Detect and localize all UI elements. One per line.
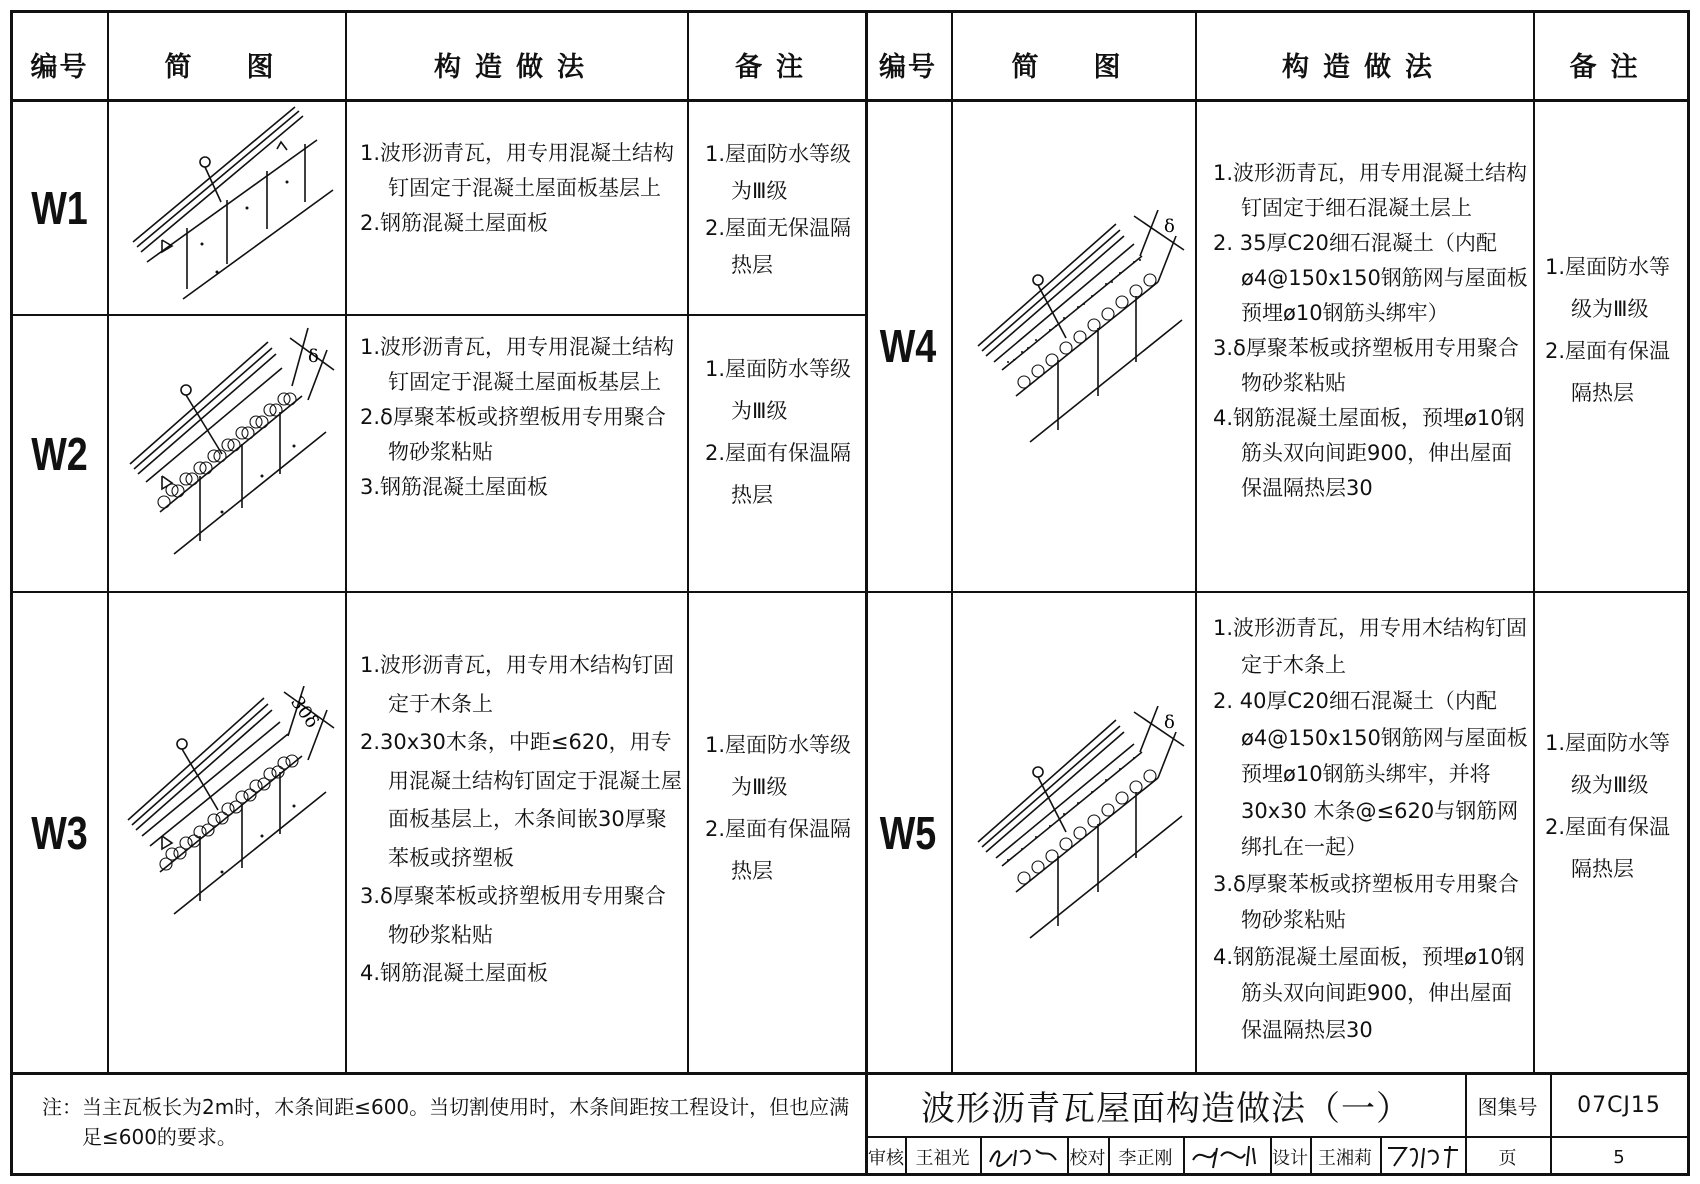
method-item: 3.δ厚聚苯板或挤塑板用专用聚合物砂浆粘贴 — [360, 884, 666, 947]
remark-item: 1.屋面防水等级为Ⅲ级 — [1545, 731, 1671, 797]
grid-line — [107, 12, 109, 1074]
atlas-label: 图集号 — [1477, 1094, 1538, 1119]
row-rule — [12, 591, 1688, 593]
header-sketch: 简 图 — [164, 51, 288, 83]
remark-item: 1.屋面防水等级为Ⅲ级 — [705, 733, 852, 799]
method-w1 — [360, 136, 680, 241]
dim-label: δ — [308, 346, 319, 367]
designer-signature — [1384, 1140, 1464, 1172]
atlas-number: 07CJ15 — [1577, 1092, 1661, 1118]
method-item: 4.钢筋混凝土屋面板 — [360, 961, 549, 985]
method-w2 — [360, 330, 682, 505]
remark-item: 2.屋面有保温隔热层 — [1545, 339, 1671, 405]
remark-item: 2.屋面有保温隔热层 — [705, 817, 852, 883]
method-item: 2. 40厚C20细石混凝土（内配ø4@150x150钢筋网与屋面板预埋ø10钢筋头绑牢，并将30x30 木条@≤620与钢筋网绑扎在一起） — [1213, 689, 1528, 859]
title-block-line — [1380, 1136, 1382, 1176]
method-item: 2.δ厚聚苯板或挤塑板用专用聚合物砂浆粘贴 — [360, 405, 666, 464]
header-code-right: 编号 — [879, 51, 937, 83]
design-label: 设计 — [1272, 1148, 1308, 1169]
title-block-line — [1183, 1136, 1185, 1176]
method-w4 — [1213, 156, 1529, 506]
checker-signature — [1187, 1140, 1267, 1172]
method-item: 4.钢筋混凝土屋面板，预埋ø10钢筋头双向间距900，伸出屋面保温隔热层30 — [1213, 944, 1525, 1042]
grid-line — [345, 12, 347, 1074]
page-number: 5 — [1613, 1146, 1625, 1168]
method-item: 3.钢筋混凝土屋面板 — [360, 475, 549, 499]
method-item: 2.钢筋混凝土屋面板 — [360, 211, 549, 235]
method-item: 3.δ厚聚苯板或挤塑板用专用聚合物砂浆粘贴 — [1213, 336, 1519, 395]
row-code-w3: W3 — [31, 806, 88, 859]
drawing-title: 波形沥青瓦屋面构造做法（一） — [921, 1088, 1411, 1129]
grid-line — [1195, 12, 1197, 1074]
remark-item: 2.屋面无保温隔热层 — [705, 216, 852, 277]
review-label: 审核 — [868, 1148, 904, 1169]
method-item: 1.波形沥青瓦，用专用混凝土结构钉固定于混凝土屋面板基层上 — [360, 141, 675, 200]
remark-item: 1.屋面防水等级为Ⅲ级 — [705, 357, 852, 423]
header-remark-right: 备注 — [1569, 51, 1652, 83]
title-block-line — [980, 1136, 982, 1176]
remark-item: 2.屋面有保温隔热层 — [1545, 815, 1671, 881]
row-code-w4: W4 — [879, 320, 937, 372]
method-w5 — [1213, 610, 1529, 1048]
center-divider — [865, 12, 868, 1176]
remark-w1 — [705, 136, 861, 284]
method-item: 4.钢筋混凝土屋面板，预埋ø10钢筋头双向间距900，伸出屋面保温隔热层30 — [1213, 406, 1525, 500]
dim-label: δ — [1164, 216, 1175, 237]
method-item: 1.波形沥青瓦，用专用木结构钉固定于木条上 — [360, 653, 675, 716]
remark-w3 — [705, 724, 861, 892]
sketch-w5 — [958, 706, 1190, 946]
row-code-w2: W2 — [31, 427, 88, 480]
row-code-w1: W1 — [31, 181, 88, 234]
method-item: 1.波形沥青瓦，用专用混凝土结构钉固定于细石混凝土层上 — [1213, 161, 1528, 220]
reviewer-name: 王祖光 — [915, 1148, 970, 1169]
sketch-w3 — [112, 686, 340, 944]
sketch-w2 — [112, 326, 340, 584]
remark-item: 1.屋面防水等级为Ⅲ级 — [1545, 255, 1671, 321]
header-method-right: 构造做法 — [1282, 51, 1446, 83]
sketch-w1 — [117, 104, 335, 309]
header-code: 编号 — [30, 51, 89, 83]
row-code-w5: W5 — [879, 806, 937, 859]
dim-label: 30δ — [286, 692, 323, 733]
method-item: 2.30x30木条，中距≤620，用专用混凝土结构钉固定于混凝土屋面板基层上，木条间嵌30厚聚苯板或挤塑板 — [360, 730, 682, 870]
header-sketch-right: 简 图 — [1011, 51, 1135, 83]
method-item: 3.δ厚聚苯板或挤塑板用专用聚合物砂浆粘贴 — [1213, 871, 1519, 932]
remark-item: 1.屋面防水等级为Ⅲ级 — [705, 142, 852, 203]
check-label: 校对 — [1069, 1148, 1106, 1169]
method-item: 1.波形沥青瓦，用专用木结构钉固定于木条上 — [1213, 616, 1528, 677]
grid-line — [687, 12, 689, 1074]
sketch-w4 — [958, 210, 1190, 450]
remark-w5 — [1545, 722, 1685, 890]
remark-item: 2.屋面有保温隔热层 — [705, 441, 852, 507]
checker-name: 李正刚 — [1118, 1148, 1173, 1169]
header-remark: 备注 — [735, 51, 817, 83]
row-rule — [12, 314, 865, 316]
footnote: 注：当主瓦板长为2m时，木条间距≤600。当切割使用时，木条间距按工程设计，但也应满足≤600的要求。 — [42, 1095, 850, 1149]
grid-line — [951, 12, 953, 1074]
reviewer-signature — [984, 1140, 1064, 1172]
page-label: 页 — [1498, 1148, 1517, 1169]
designer-name: 王湘莉 — [1318, 1148, 1372, 1169]
dim-label: δ — [1164, 712, 1175, 733]
remark-w4 — [1545, 246, 1685, 414]
method-w3 — [360, 646, 682, 993]
header-method: 构造做法 — [434, 51, 598, 83]
method-item: 2. 35厚C20细石混凝土（内配ø4@150x150钢筋网与屋面板预埋ø10钢筋头绑牢） — [1213, 231, 1528, 325]
remark-w2 — [705, 348, 861, 516]
method-item: 1.波形沥青瓦，用专用混凝土结构钉固定于混凝土屋面板基层上 — [360, 335, 675, 394]
grid-line — [1533, 12, 1535, 1074]
